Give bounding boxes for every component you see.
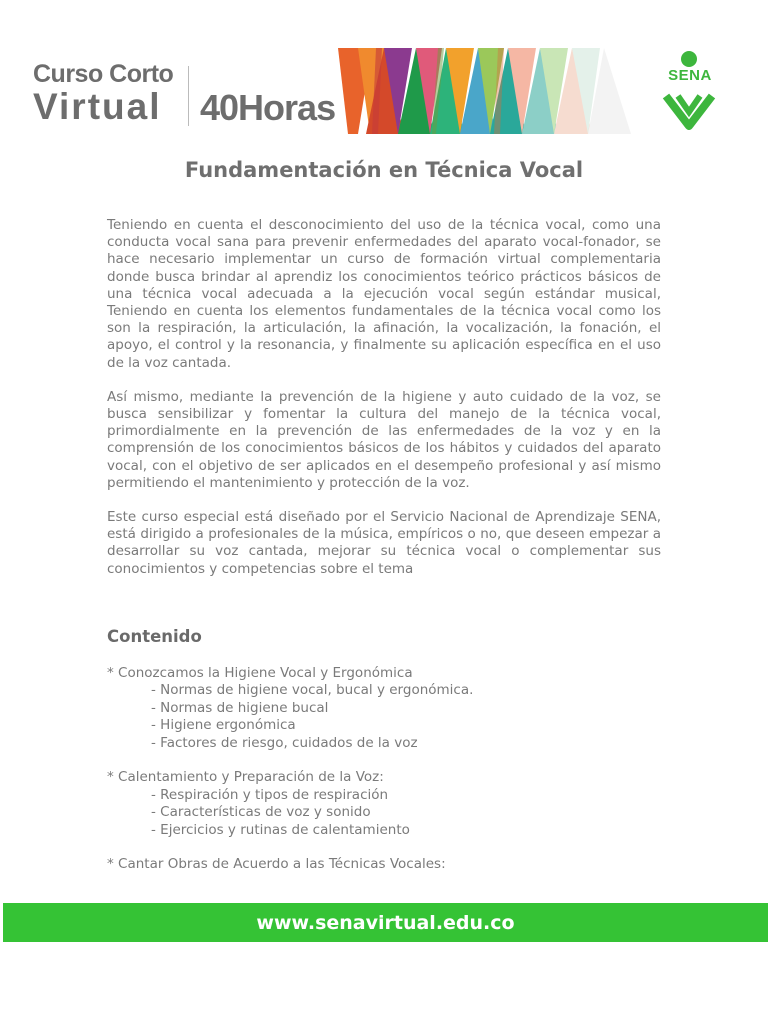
list-item: - Factores de riesgo, cuidados de la voz [151, 734, 418, 751]
paragraph: Este curso especial está diseñado por el Servicio Nacional de Aprendizaje SENA, está dirigido a profesionales de la música, empíricos o no, que deseen empezar a desarrollar su voz cantada, mejorar su técnica vocal o complementar sus conocimientos y competencias sobre el tema [107, 509, 661, 577]
content-section [107, 665, 667, 752]
page-title: Fundamentación en Técnica Vocal [184, 158, 584, 182]
decorative-triangle-banner [338, 48, 631, 134]
section-title: * Calentamiento y Preparación de la Voz: [107, 769, 384, 786]
brand-divider [188, 66, 189, 126]
content-section [107, 856, 667, 873]
list-item: - Higiene ergonómica [151, 717, 296, 734]
course-description [107, 217, 661, 595]
list-item: - Normas de higiene vocal, bucal y ergonómica. [151, 682, 474, 699]
brand-hours: 40Horas [200, 87, 336, 128]
header [0, 0, 768, 140]
contenido-list [107, 665, 667, 891]
footer-bar [3, 903, 768, 942]
brand-line-curso-corto: Curso Corto [33, 60, 174, 88]
sena-logo [642, 48, 738, 130]
list-item: - Respiración y tipos de respiración [151, 786, 389, 803]
section-title: * Conozcamos la Higiene Vocal y Ergonómica [107, 665, 413, 681]
list-item: - Normas de higiene bucal [151, 699, 329, 716]
list-item: - Ejercicios y rutinas de calentamiento [151, 821, 410, 838]
content-section [107, 769, 667, 839]
list-item: - Características de voz y sonido [151, 804, 371, 821]
contenido-heading: Contenido [107, 627, 202, 646]
paragraph: Así mismo, mediante la prevención de la higiene y auto cuidado de la voz, se busca sensibilizar y fomentar la cultura del manejo de la técnica vocal, primordialmente en la prevención de las enfermedades de la voz y en la comprensión de los conocimientos básicos de los hábitos y cuidados del aparato vocal, con el objetivo de ser aplicados en el desempeño profesional y así mismo permitiendo el mantenimiento y protección de la voz. [107, 388, 661, 491]
footer-url-link[interactable]: www.senavirtual.edu.co [256, 911, 515, 934]
section-title: * Cantar Obras de Acuerdo a las Técnicas Vocales: [107, 856, 446, 873]
paragraph: Teniendo en cuenta el desconocimiento del uso de la técnica vocal, como una conducta vocal sana para prevenir enfermedades del aparato vocal-fonador, se hace necesario implementar un curso de formación virtual complementaria donde busca brindar al aprendiz los conocimientos teórico prácticos básicos de una técnica vocal adecuada a la ejecución vocal según estándar musical, Teniendo en cuenta los elementos fundamentales de la técnica vocal como los son la respiración, la articulación, la afinación, la vocalización, la fonación, el apoyo, el control y la resonancia, y finalmente su aplicación específica en el uso de la voz cantada. [107, 217, 661, 371]
brand-line-virtual: Virtual [33, 86, 162, 127]
sena-logo-text: SENA [668, 67, 712, 84]
